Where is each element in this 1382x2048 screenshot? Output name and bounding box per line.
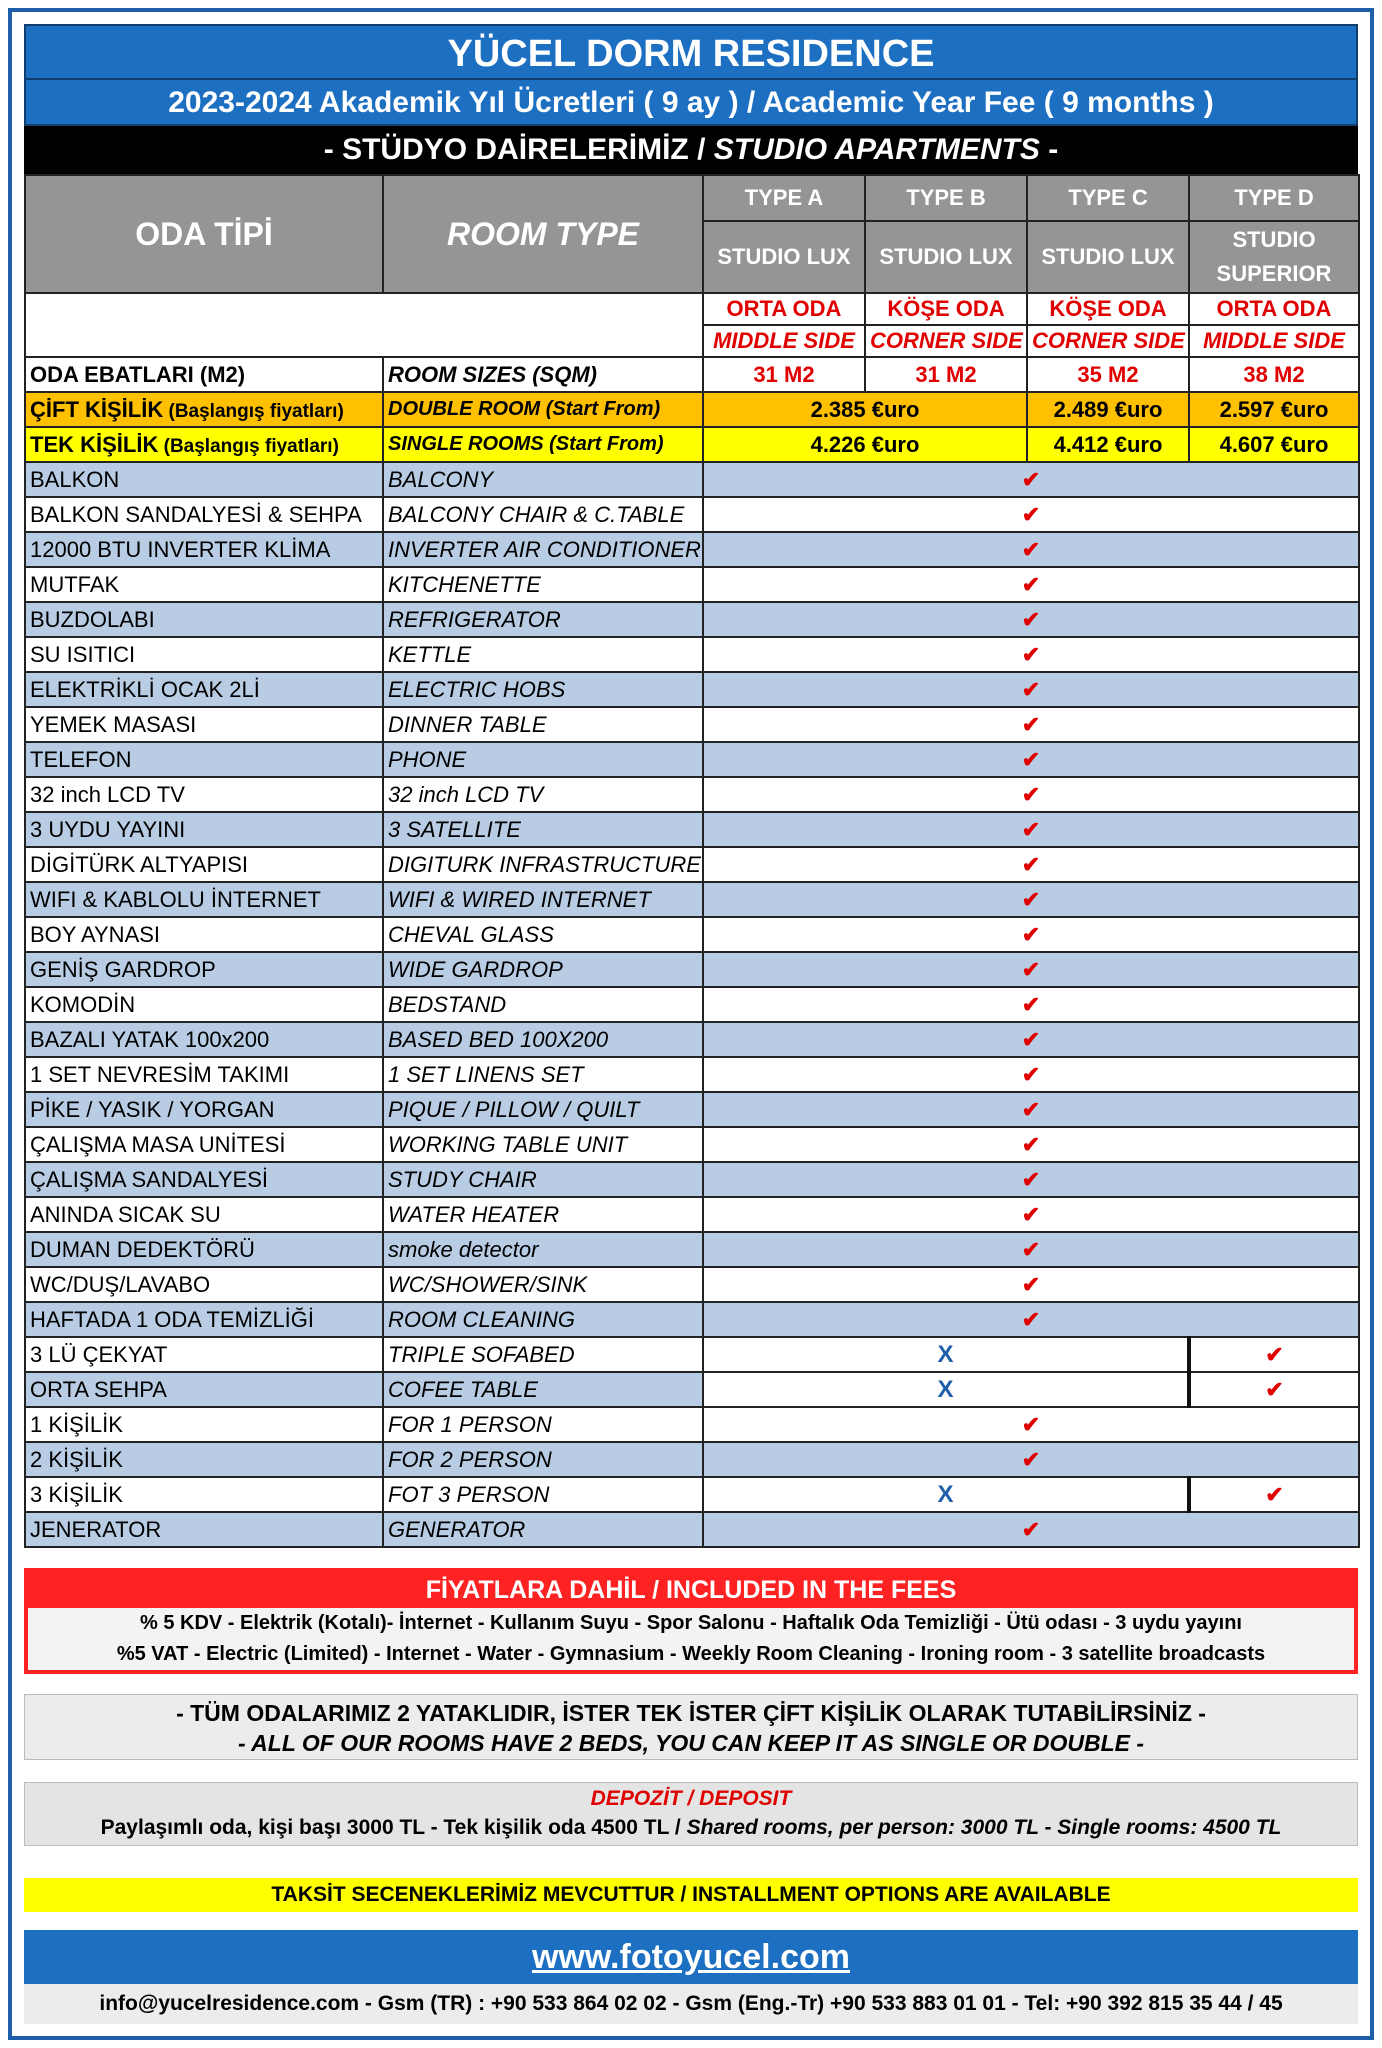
feature-row xyxy=(25,987,1359,1022)
feature-available-all xyxy=(703,1197,1359,1232)
feature-row xyxy=(25,1337,1359,1372)
double-label-small: (Başlangış fiyatları) xyxy=(163,400,344,422)
feature-row xyxy=(25,1162,1359,1197)
feature-unavailable-abc xyxy=(703,1372,1189,1407)
feature-available-all xyxy=(703,742,1359,777)
type-d-header: TYPE D xyxy=(1189,175,1359,221)
included-fees-en: %5 VAT - Electric (Limited) - Internet - Water - Gymnasium - Weekly Room Cleaning - Ironing room - 3 satellite broadcasts xyxy=(116,1643,1266,1665)
checkmark-icon: ✔ xyxy=(1021,851,1041,877)
x-mark-icon: X xyxy=(937,1480,954,1508)
studio-apartments-heading xyxy=(24,126,1358,174)
double-room-label-tr xyxy=(25,392,383,427)
double-price-c: 2.489 €uro xyxy=(1027,392,1189,427)
checkmark-icon: ✔ xyxy=(1021,641,1041,667)
oda-tipi-header: ODA TİPİ xyxy=(25,175,383,293)
checkmark-icon: ✔ xyxy=(1021,536,1041,562)
feature-label-en: BASED BED 100X200 xyxy=(383,1022,703,1057)
feature-label-tr: MUTFAK xyxy=(25,567,383,602)
type-d-side-en: MIDDLE SIDE xyxy=(1189,325,1359,357)
single-label-small: (Başlangış fiyatları) xyxy=(158,435,339,457)
feature-label-tr: BALKON SANDALYESİ & SEHPA xyxy=(25,497,383,532)
two-beds-en: - ALL OF OUR ROOMS HAVE 2 BEDS, YOU CAN KEEP IT AS SINGLE OR DOUBLE - xyxy=(237,1730,1145,1756)
checkmark-icon: ✔ xyxy=(1021,571,1041,597)
feature-label-tr: ÇALIŞMA MASA UNİTESİ xyxy=(25,1127,383,1162)
feature-row xyxy=(25,637,1359,672)
feature-label-tr: KOMODİN xyxy=(25,987,383,1022)
academic-year-subtitle: 2023-2024 Akademik Yıl Ücretleri ( 9 ay ) / Academic Year Fee ( 9 months ) xyxy=(24,80,1358,126)
feature-label-en: ROOM CLEANING xyxy=(383,1302,703,1337)
feature-label-en: FOT 3 PERSON xyxy=(383,1477,703,1512)
checkmark-icon: ✔ xyxy=(1265,1481,1284,1507)
feature-row xyxy=(25,1127,1359,1162)
feature-label-tr: DUMAN DEDEKTÖRÜ xyxy=(25,1232,383,1267)
feature-row xyxy=(25,1372,1359,1407)
feature-label-tr: WIFI & KABLOLU İNTERNET xyxy=(25,882,383,917)
single-price-d: 4.607 €uro xyxy=(1189,427,1359,462)
feature-row xyxy=(25,812,1359,847)
feature-row xyxy=(25,777,1359,812)
feature-label-tr: TELEFON xyxy=(25,742,383,777)
feature-row xyxy=(25,497,1359,532)
checkmark-icon: ✔ xyxy=(1265,1376,1284,1402)
feature-label-tr: DİGİTÜRK ALTYAPISI xyxy=(25,847,383,882)
feature-available-all xyxy=(703,812,1359,847)
feature-row xyxy=(25,1092,1359,1127)
checkmark-icon: ✔ xyxy=(1021,746,1041,772)
fees-table xyxy=(24,174,1360,1548)
feature-label-en: KITCHENETTE xyxy=(383,567,703,602)
feature-available-all xyxy=(703,987,1359,1022)
feature-unavailable-abc xyxy=(703,1477,1189,1512)
feature-available-all xyxy=(703,777,1359,812)
feature-row xyxy=(25,742,1359,777)
feature-label-tr: WC/DUŞ/LAVABO xyxy=(25,1267,383,1302)
feature-label-en: FOR 1 PERSON xyxy=(383,1407,703,1442)
single-label-main: TEK KİŞİLİK xyxy=(30,431,159,457)
blank-cell xyxy=(25,293,703,357)
feature-row xyxy=(25,1232,1359,1267)
feature-available-all xyxy=(703,707,1359,742)
checkmark-icon: ✔ xyxy=(1021,711,1041,737)
feature-label-en: STUDY CHAIR xyxy=(383,1162,703,1197)
checkmark-icon: ✔ xyxy=(1021,1236,1041,1262)
feature-row xyxy=(25,672,1359,707)
feature-label-en: 1 SET LINENS SET xyxy=(383,1057,703,1092)
feature-row xyxy=(25,1442,1359,1477)
feature-label-tr: ANINDA SICAK SU xyxy=(25,1197,383,1232)
feature-available-all xyxy=(703,1442,1359,1477)
x-mark-icon: X xyxy=(937,1340,954,1368)
feature-label-tr: 32 inch LCD TV xyxy=(25,777,383,812)
feature-label-en: BEDSTAND xyxy=(383,987,703,1022)
feature-row xyxy=(25,1197,1359,1232)
feature-available-all xyxy=(703,1302,1359,1337)
two-beds-note xyxy=(24,1694,1358,1760)
room-sizes-label-tr: ODA EBATLARI (M2) xyxy=(25,357,383,392)
type-a-header: TYPE A xyxy=(703,175,865,221)
feature-available-all xyxy=(703,602,1359,637)
page-title: YÜCEL DORM RESIDENCE xyxy=(24,24,1358,80)
feature-available-all xyxy=(703,1127,1359,1162)
feature-row xyxy=(25,462,1359,497)
website-link[interactable]: www.fotoyucel.com xyxy=(531,1938,850,1976)
checkmark-icon: ✔ xyxy=(1021,1411,1041,1437)
feature-available-all xyxy=(703,497,1359,532)
feature-available-all xyxy=(703,532,1359,567)
feature-label-en: WATER HEATER xyxy=(383,1197,703,1232)
type-b-studio: STUDIO LUX xyxy=(865,221,1027,293)
feature-row xyxy=(25,847,1359,882)
double-price-d: 2.597 €uro xyxy=(1189,392,1359,427)
single-room-label-en: SINGLE ROOMS (Start From) xyxy=(383,427,703,462)
feature-row xyxy=(25,1512,1359,1547)
feature-label-tr: 1 KİŞİLİK xyxy=(25,1407,383,1442)
feature-label-en: WC/SHOWER/SINK xyxy=(383,1267,703,1302)
feature-available-all xyxy=(703,847,1359,882)
single-price-ab: 4.226 €uro xyxy=(703,427,1027,462)
feature-label-en: INVERTER AIR CONDITIONER xyxy=(383,532,703,567)
single-price-c: 4.412 €uro xyxy=(1027,427,1189,462)
checkmark-icon: ✔ xyxy=(1021,1026,1041,1052)
double-price-ab: 2.385 €uro xyxy=(703,392,1027,427)
deposit-title: DEPOZİT / DEPOSIT xyxy=(590,1787,792,1810)
double-room-label-en: DOUBLE ROOM (Start From) xyxy=(383,392,703,427)
feature-label-tr: ÇALIŞMA SANDALYESİ xyxy=(25,1162,383,1197)
checkmark-icon: ✔ xyxy=(1265,1341,1284,1367)
feature-available-all xyxy=(703,1162,1359,1197)
checkmark-icon: ✔ xyxy=(1021,1446,1041,1472)
deposit-tr: Paylaşımlı oda, kişi başı 3000 TL - Tek kişilik oda 4500 TL / xyxy=(100,1816,687,1839)
type-d-studio: STUDIO SUPERIOR xyxy=(1189,221,1359,293)
feature-available-all xyxy=(703,462,1359,497)
feature-label-tr: BOY AYNASI xyxy=(25,917,383,952)
feature-label-en: WIDE GARDROP xyxy=(383,952,703,987)
type-a-side-tr: ORTA ODA xyxy=(703,293,865,325)
feature-label-tr: JENERATOR xyxy=(25,1512,383,1547)
two-beds-tr: - TÜM ODALARIMIZ 2 YATAKLIDIR, İSTER TEK İSTER ÇİFT KİŞİLİK OLARAK TUTABİLİRSİNİZ - xyxy=(176,1700,1206,1726)
feature-row xyxy=(25,1057,1359,1092)
studio-heading-en: STUDIO APARTMENTS xyxy=(713,133,1040,166)
feature-row xyxy=(25,602,1359,637)
type-b-header: TYPE B xyxy=(865,175,1027,221)
feature-row xyxy=(25,567,1359,602)
checkmark-icon: ✔ xyxy=(1021,1271,1041,1297)
feature-row xyxy=(25,1302,1359,1337)
checkmark-icon: ✔ xyxy=(1021,956,1041,982)
feature-label-en: FOR 2 PERSON xyxy=(383,1442,703,1477)
feature-unavailable-abc xyxy=(703,1337,1189,1372)
checkmark-icon: ✔ xyxy=(1021,1096,1041,1122)
type-c-side-tr: KÖŞE ODA xyxy=(1027,293,1189,325)
studio-heading-tr: - STÜDYO DAİRELERİMİZ / xyxy=(323,133,714,166)
included-fees-tr: % 5 KDV - Elektrik (Kotalı)- İnternet - Kullanım Suyu - Spor Salonu - Haftalık Oda Temizliği - Ütü odası - 3 uydu yayını xyxy=(140,1612,1242,1634)
feature-label-en: GENERATOR xyxy=(383,1512,703,1547)
type-a-side-en: MIDDLE SIDE xyxy=(703,325,865,357)
feature-label-tr: GENİŞ GARDROP xyxy=(25,952,383,987)
feature-row xyxy=(25,707,1359,742)
feature-label-en: ELECTRIC HOBS xyxy=(383,672,703,707)
feature-label-tr: 3 KİŞİLİK xyxy=(25,1477,383,1512)
feature-label-en: 32 inch LCD TV xyxy=(383,777,703,812)
deposit-en: Shared rooms, per person: 3000 TL - Single rooms: 4500 TL xyxy=(686,1816,1282,1839)
feature-available-all xyxy=(703,1407,1359,1442)
checkmark-icon: ✔ xyxy=(1021,886,1041,912)
type-c-studio: STUDIO LUX xyxy=(1027,221,1189,293)
feature-label-tr: 2 KİŞİLİK xyxy=(25,1442,383,1477)
checkmark-icon: ✔ xyxy=(1021,991,1041,1017)
feature-label-tr: 3 UYDU YAYINI xyxy=(25,812,383,847)
feature-label-en: smoke detector xyxy=(383,1232,703,1267)
deposit-line xyxy=(25,1813,1357,1845)
contact-info: info@yucelresidence.com - Gsm (TR) : +90 533 864 02 02 - Gsm (Eng.-Tr) +90 533 883 01 01 - Tel: +90 392 815 35 44 / 45 xyxy=(24,1984,1358,2024)
feature-label-en: BALCONY CHAIR & C.TABLE xyxy=(383,497,703,532)
feature-label-en: CHEVAL GLASS xyxy=(383,917,703,952)
checkmark-icon: ✔ xyxy=(1021,1516,1041,1542)
feature-available-all xyxy=(703,1512,1359,1547)
type-c-header: TYPE C xyxy=(1027,175,1189,221)
checkmark-icon: ✔ xyxy=(1021,1201,1041,1227)
type-d-size: 38 M2 xyxy=(1189,357,1359,392)
feature-row xyxy=(25,1022,1359,1057)
feature-label-en: DIGITURK INFRASTRUCTURE xyxy=(383,847,703,882)
feature-label-tr: BUZDOLABI xyxy=(25,602,383,637)
feature-label-tr: HAFTADA 1 ODA TEMİZLİĞİ xyxy=(25,1302,383,1337)
checkmark-icon: ✔ xyxy=(1021,1306,1041,1332)
feature-available-all xyxy=(703,1232,1359,1267)
type-b-size: 31 M2 xyxy=(865,357,1027,392)
feature-label-en: TRIPLE SOFABED xyxy=(383,1337,703,1372)
feature-label-en: DINNER TABLE xyxy=(383,707,703,742)
included-fees-title: FİYATLARA DAHİL / INCLUDED IN THE FEES xyxy=(28,1572,1354,1608)
feature-label-tr: BAZALI YATAK 100x200 xyxy=(25,1022,383,1057)
checkmark-icon: ✔ xyxy=(1021,676,1041,702)
room-type-header: ROOM TYPE xyxy=(383,175,703,293)
feature-available-all xyxy=(703,1092,1359,1127)
checkmark-icon: ✔ xyxy=(1021,816,1041,842)
feature-row xyxy=(25,1267,1359,1302)
feature-available-d xyxy=(1189,1477,1359,1512)
feature-available-d xyxy=(1189,1372,1359,1407)
type-a-studio: STUDIO LUX xyxy=(703,221,865,293)
feature-label-en: 3 SATELLITE xyxy=(383,812,703,847)
single-room-label-tr xyxy=(25,427,383,462)
feature-row xyxy=(25,917,1359,952)
feature-label-tr: 1 SET NEVRESİM TAKIMI xyxy=(25,1057,383,1092)
deposit-box xyxy=(24,1782,1358,1846)
type-b-side-en: CORNER SIDE xyxy=(865,325,1027,357)
feature-row xyxy=(25,952,1359,987)
checkmark-icon: ✔ xyxy=(1021,1061,1041,1087)
feature-label-en: REFRIGERATOR xyxy=(383,602,703,637)
type-d-side-tr: ORTA ODA xyxy=(1189,293,1359,325)
feature-row xyxy=(25,882,1359,917)
feature-label-en: PHONE xyxy=(383,742,703,777)
feature-available-all xyxy=(703,882,1359,917)
feature-available-all xyxy=(703,952,1359,987)
checkmark-icon: ✔ xyxy=(1021,466,1041,492)
feature-label-tr: ELEKTRİKLİ OCAK 2Lİ xyxy=(25,672,383,707)
type-c-side-en: CORNER SIDE xyxy=(1027,325,1189,357)
type-a-size: 31 M2 xyxy=(703,357,865,392)
feature-row xyxy=(25,1477,1359,1512)
checkmark-icon: ✔ xyxy=(1021,1131,1041,1157)
checkmark-icon: ✔ xyxy=(1021,606,1041,632)
feature-label-en: BALCONY xyxy=(383,462,703,497)
checkmark-icon: ✔ xyxy=(1021,501,1041,527)
double-label-main: ÇİFT KİŞİLİK xyxy=(30,396,164,422)
feature-available-all xyxy=(703,917,1359,952)
studio-heading-end: - xyxy=(1039,133,1059,166)
feature-available-d xyxy=(1189,1337,1359,1372)
checkmark-icon: ✔ xyxy=(1021,781,1041,807)
checkmark-icon: ✔ xyxy=(1021,921,1041,947)
feature-available-all xyxy=(703,1057,1359,1092)
feature-row xyxy=(25,1407,1359,1442)
installment-note: TAKSİT SECENEKLERİMİZ MEVCUTTUR / INSTALLMENT OPTIONS ARE AVAILABLE xyxy=(24,1878,1358,1912)
feature-label-tr: PİKE / YASIK / YORGAN xyxy=(25,1092,383,1127)
feature-available-all xyxy=(703,1267,1359,1302)
feature-row xyxy=(25,532,1359,567)
feature-label-en: KETTLE xyxy=(383,637,703,672)
x-mark-icon: X xyxy=(937,1375,954,1403)
feature-label-tr: 12000 BTU INVERTER KLİMA xyxy=(25,532,383,567)
type-c-size: 35 M2 xyxy=(1027,357,1189,392)
website-banner xyxy=(24,1930,1358,1984)
feature-label-tr: YEMEK MASASI xyxy=(25,707,383,742)
feature-label-en: WIFI & WIRED INTERNET xyxy=(383,882,703,917)
checkmark-icon: ✔ xyxy=(1021,1166,1041,1192)
feature-available-all xyxy=(703,567,1359,602)
feature-label-en: PIQUE / PILLOW / QUILT xyxy=(383,1092,703,1127)
feature-label-tr: BALKON xyxy=(25,462,383,497)
room-sizes-label-en: ROOM SIZES (SQM) xyxy=(383,357,703,392)
feature-available-all xyxy=(703,672,1359,707)
feature-available-all xyxy=(703,637,1359,672)
feature-available-all xyxy=(703,1022,1359,1057)
feature-label-tr: ORTA SEHPA xyxy=(25,1372,383,1407)
feature-label-en: WORKING TABLE UNIT xyxy=(383,1127,703,1162)
included-fees-box xyxy=(24,1568,1358,1674)
type-b-side-tr: KÖŞE ODA xyxy=(865,293,1027,325)
feature-label-en: COFEE TABLE xyxy=(383,1372,703,1407)
feature-label-tr: 3 LÜ ÇEKYAT xyxy=(25,1337,383,1372)
feature-label-tr: SU ISITICI xyxy=(25,637,383,672)
